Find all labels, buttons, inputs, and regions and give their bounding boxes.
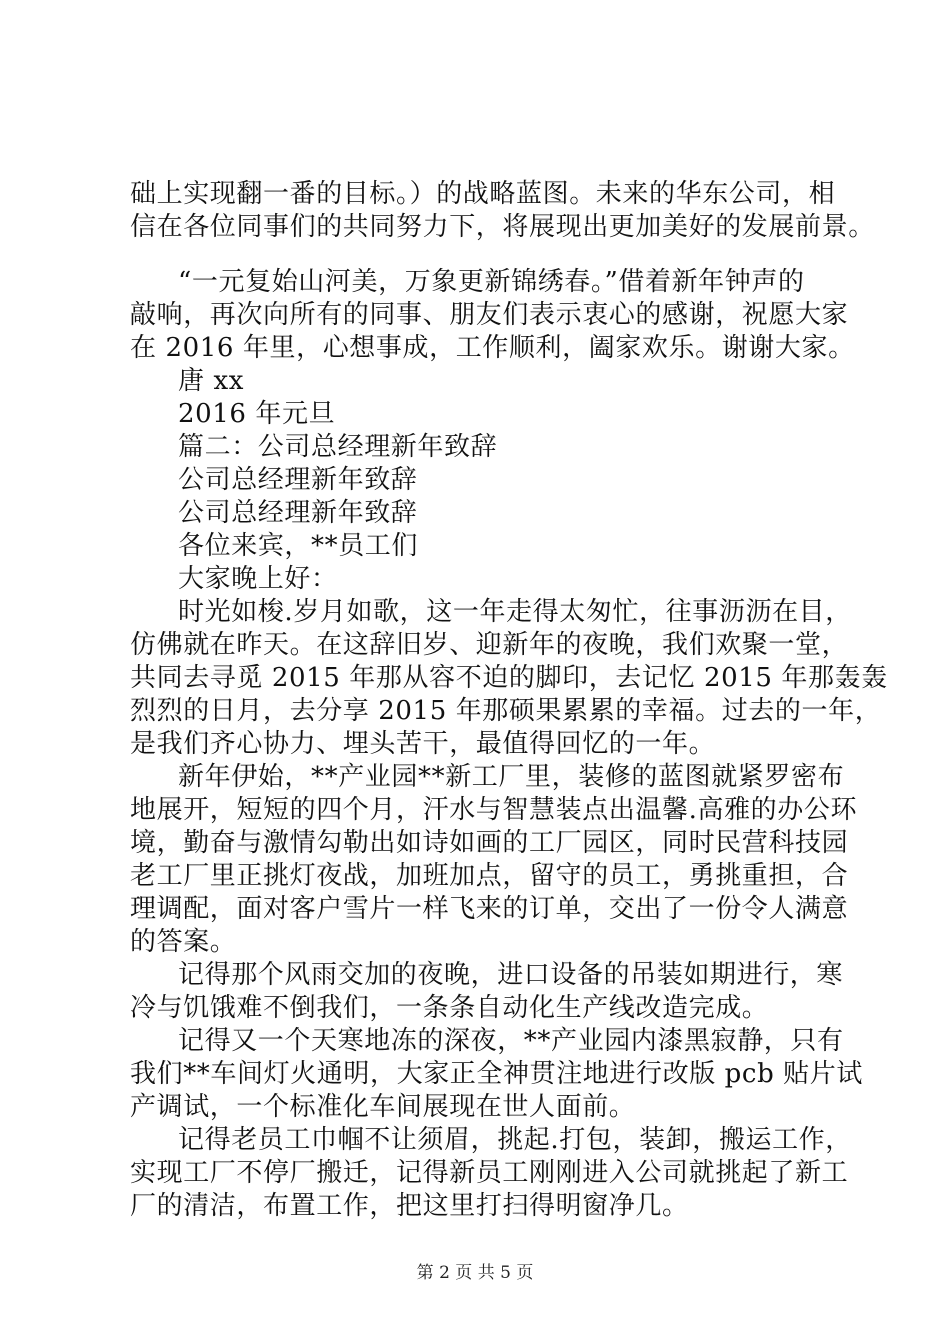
greeting: 大家晚上好：	[178, 564, 338, 594]
body-text-line: 是我们齐心协力、埋头苦干，最值得回忆的一年。	[130, 729, 716, 759]
body-text-line: 础上实现翻一番的目标。）的战略蓝图。未来的华东公司，相	[130, 179, 836, 209]
body-text-line: 老工厂里正挑灯夜战，加班加点，留守的员工，勇挑重担，合	[130, 861, 849, 891]
page-footer	[0, 1262, 950, 1284]
body-text-line: 理调配，面对客户雪片一样飞来的订单，交出了一份令人满意	[130, 894, 849, 924]
body-text-line: 记得那个风雨交加的夜晚，进口设备的吊装如期进行，寒	[178, 960, 844, 990]
body-text-line: 境，勤奋与激情勾勒出如诗如画的工厂园区，同时民营科技园	[130, 828, 849, 858]
body-text-line: 记得老员工巾帼不让须眉，挑起.打包，装卸，搬运工作，	[178, 1125, 852, 1155]
body-text-line: 敲响，再次向所有的同事、朋友们表示衷心的感谢，祝愿大家	[130, 300, 849, 330]
signature-name: 唐 xx	[178, 366, 244, 396]
body-text-line: 地展开，短短的四个月，汗水与智慧装点出温馨.高雅的办公环	[130, 795, 858, 825]
document-title: 公司总经理新年致辞	[178, 498, 418, 528]
signature-date: 2016 年元旦	[178, 399, 336, 429]
body-text-line: 信在各位同事们的共同努力下，将展现出更加美好的发展前景。	[130, 212, 875, 242]
body-text-line: 冷与饥饿难不倒我们，一条条自动化生产线改造完成。	[130, 993, 769, 1023]
section-heading: 篇二：公司总经理新年致辞	[178, 432, 498, 462]
document-title: 公司总经理新年致辞	[178, 465, 418, 495]
body-text-line: 共同去寻觅 2015 年那从容不迫的脚印，去记忆 2015 年那轰轰	[130, 663, 888, 693]
salutation: 各位来宾，**员工们	[178, 531, 419, 561]
page-number: 第 2 页 共 5 页	[416, 1263, 534, 1283]
body-text-line: 在 2016 年里，心想事成，工作顺利，阖家欢乐。谢谢大家。	[130, 333, 855, 363]
body-text-line: 我们**车间灯火通明，大家正全神贯注地进行改版 pcb 贴片试	[130, 1059, 863, 1089]
body-text-line: 实现工厂不停厂搬迁，记得新员工刚刚进入公司就挑起了新工	[130, 1158, 849, 1188]
body-text-line: 产调试，一个标准化车间展现在世人面前。	[130, 1092, 636, 1122]
body-text-line: 仿佛就在昨天。在这辞旧岁、迎新年的夜晚，我们欢聚一堂，	[130, 630, 849, 660]
body-text-line: 的答案。	[130, 927, 237, 957]
body-text-line: 记得又一个天寒地冻的深夜，**产业园内漆黑寂静，只有	[178, 1026, 844, 1056]
body-text-line: 厂的清洁，布置工作，把这里打扫得明窗净几。	[130, 1191, 689, 1221]
body-text-line: 烈烈的日月，去分享 2015 年那硕果累累的幸福。过去的一年，	[130, 696, 882, 726]
body-text-line: 新年伊始，**产业园**新工厂里，装修的蓝图就紧罗密布	[178, 762, 845, 792]
body-text-line: “一元复始山河美，万象更新锦绣春。”借着新年钟声的	[178, 267, 805, 297]
body-text-line: 时光如梭.岁月如歌，这一年走得太匆忙，往事沥沥在目，	[178, 597, 852, 627]
